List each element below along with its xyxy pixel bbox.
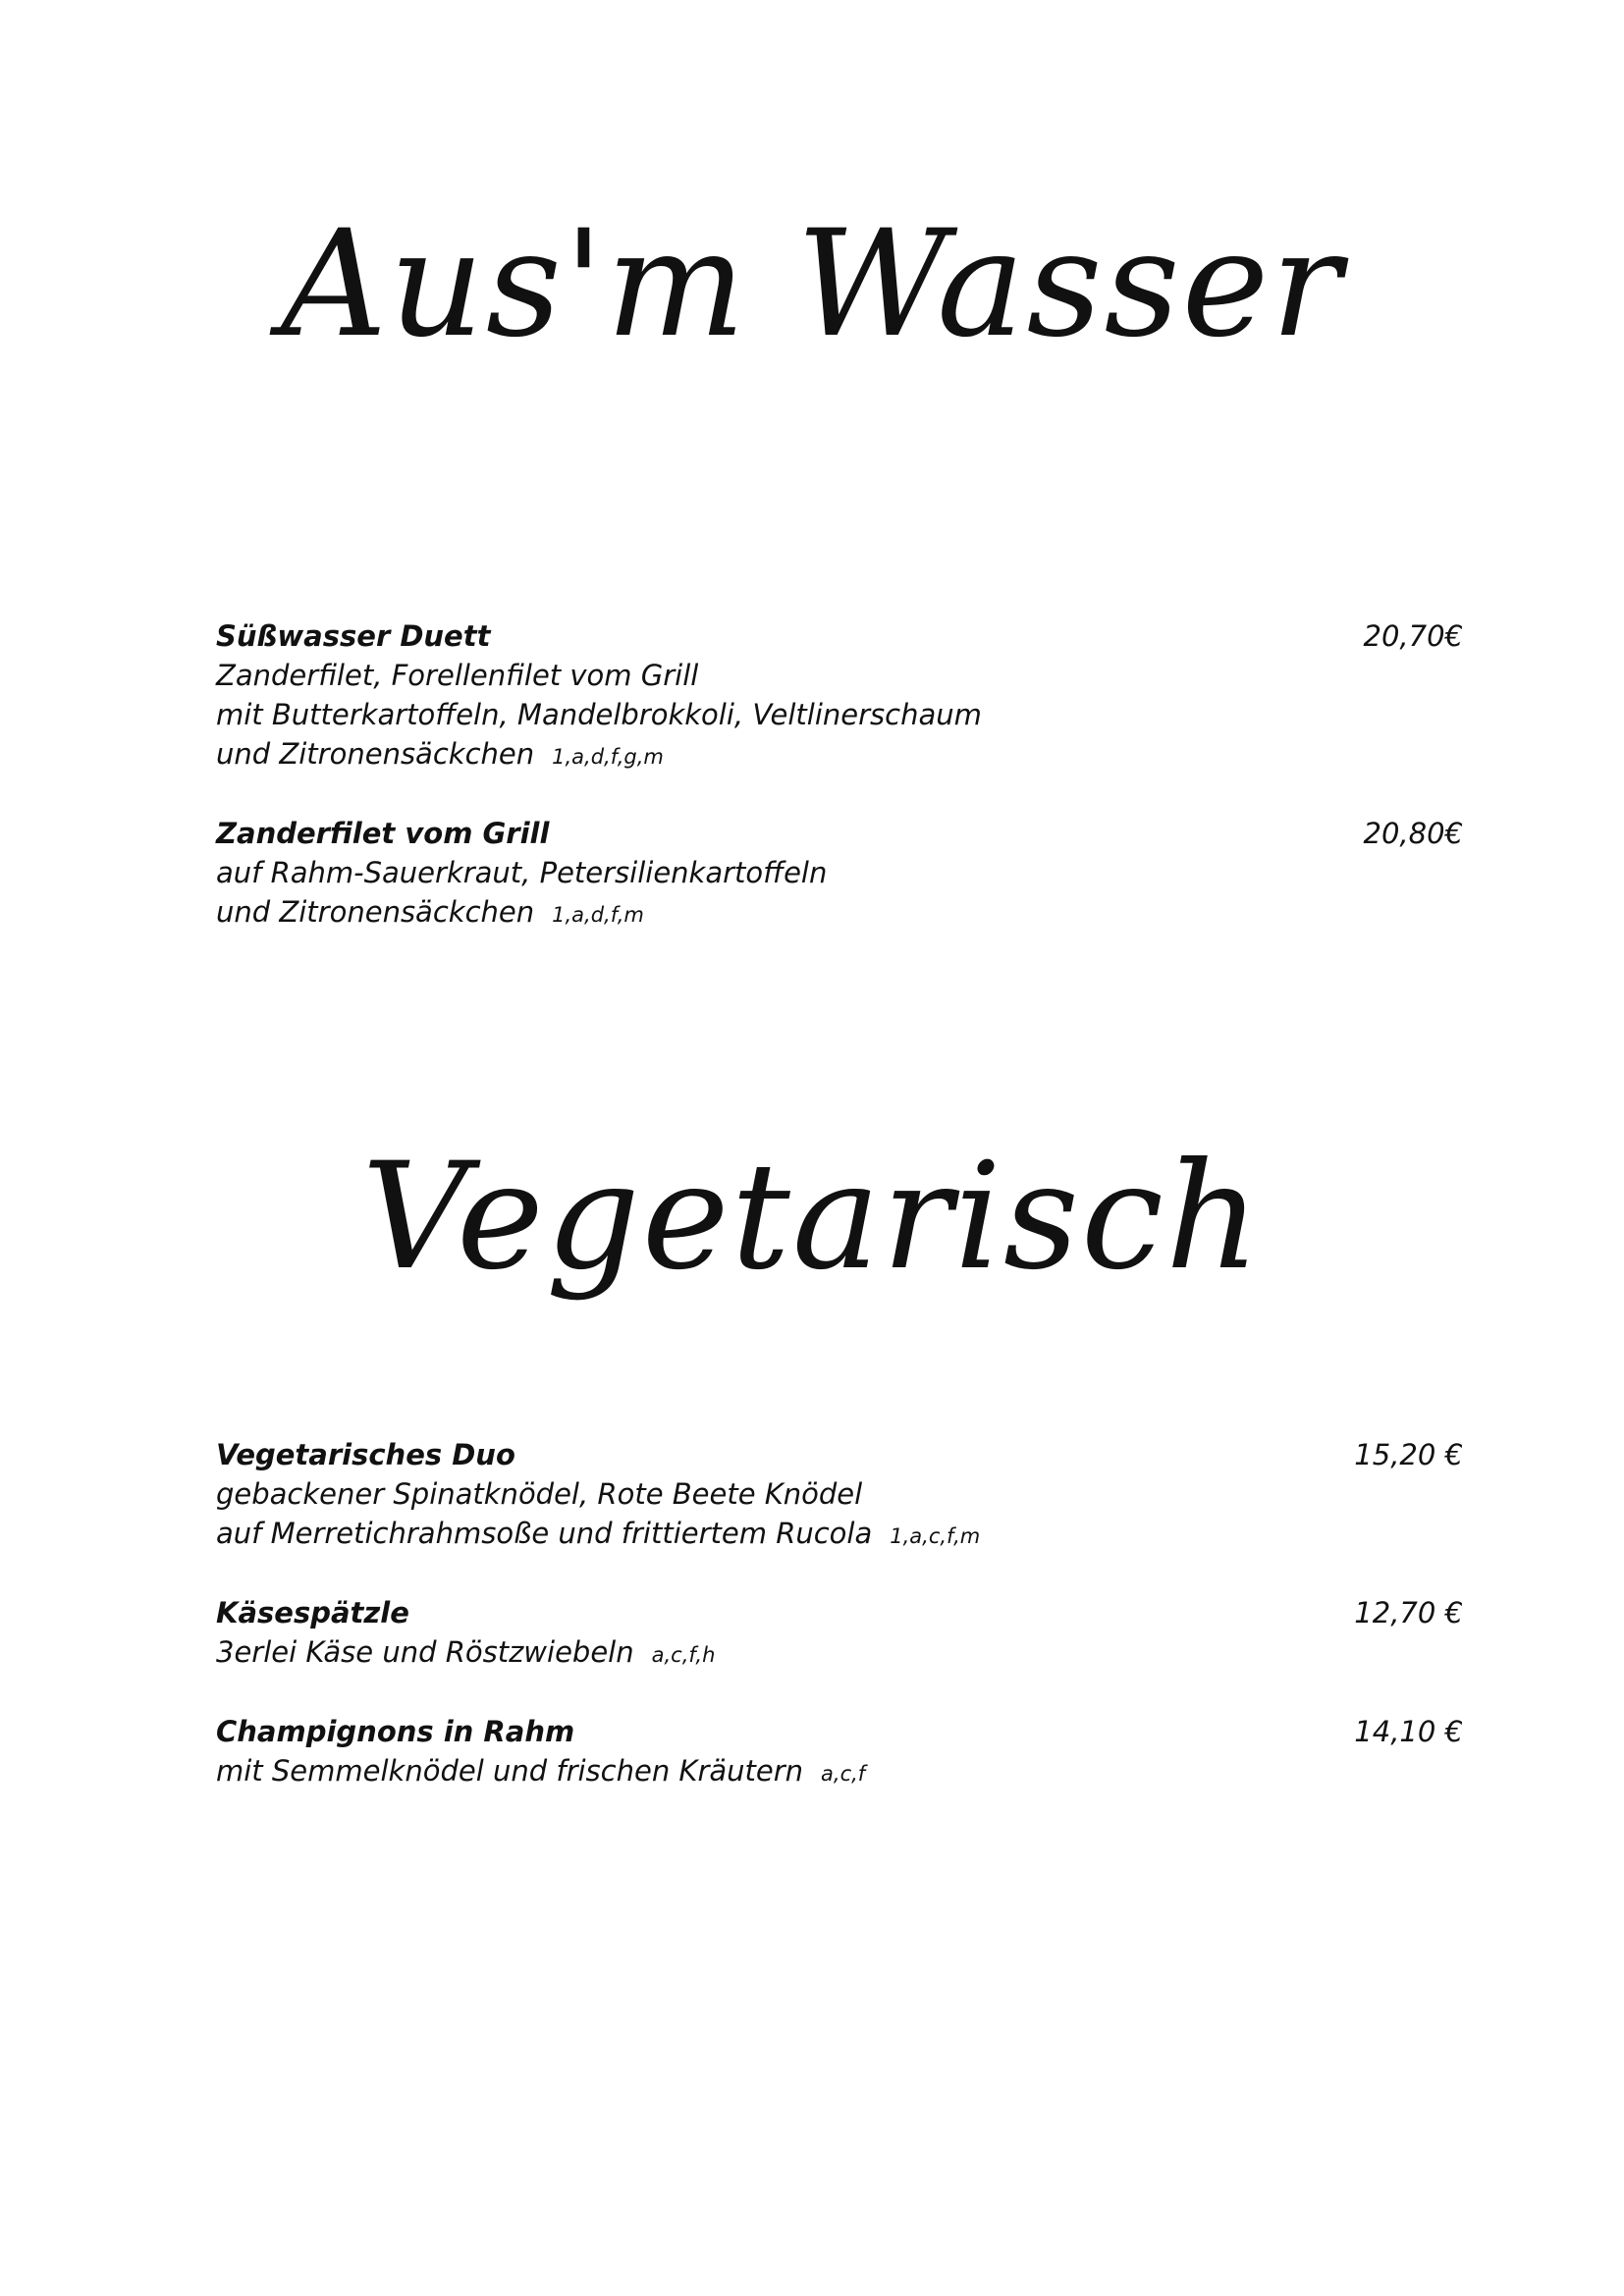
dish-description-text: auf Merretichrahmsoße und frittiertem Rucola: [216, 1517, 873, 1550]
dish-name: Käsespätzle: [216, 1596, 409, 1629]
dish-description-line: gebackener Spinatknödel, Rote Beete Knödel: [216, 1477, 863, 1511]
dish-price: 15,20 €: [1354, 1438, 1463, 1471]
menu-item: [216, 1593, 1463, 1675]
dish-description-line: [216, 1751, 1463, 1793]
menu-item: [216, 1712, 1463, 1793]
menu-item: [216, 814, 1463, 934]
section-title-vegetarisch: Vegetarisch: [361, 1132, 1263, 1303]
menu-item: [216, 1435, 1463, 1556]
dish-price: 14,10 €: [1354, 1715, 1463, 1748]
dish-name: Vegetarisches Duo: [216, 1438, 515, 1471]
dish-description-text: mit Semmelknödel und frischen Kräutern: [216, 1754, 804, 1788]
menu-item: [216, 616, 1463, 776]
dish-name: Champignons in Rahm: [216, 1715, 575, 1748]
dish-description-line: [216, 892, 1463, 934]
dish-description-text: und Zitronensäckchen: [216, 737, 535, 771]
allergen-codes: 1,a,d,f,g,m: [552, 745, 664, 769]
allergen-codes: a,c,f,h: [651, 1643, 716, 1667]
dish-name: Zanderfilet vom Grill: [216, 817, 550, 850]
dish-name: Süßwasser Duett: [216, 619, 491, 653]
allergen-codes: a,c,f: [821, 1762, 866, 1786]
allergen-codes: 1,a,d,f,m: [552, 903, 644, 927]
menu-section-aus-m-wasser: [216, 616, 1463, 972]
dish-description-line: [216, 734, 1463, 776]
dish-description-line: [216, 1514, 1463, 1556]
dish-description-text: 3erlei Käse und Röstzwiebeln: [216, 1635, 634, 1669]
allergen-codes: 1,a,c,f,m: [890, 1524, 981, 1548]
dish-description-line: Zanderfilet, Forellenfilet vom Grill: [216, 659, 699, 692]
dish-description-text: und Zitronensäckchen: [216, 895, 535, 929]
dish-price: 12,70 €: [1354, 1596, 1463, 1629]
dish-description-line: [216, 1632, 1463, 1675]
dish-description-line: mit Butterkartoffeln, Mandelbrokkoli, Veltlinerschaum: [216, 698, 982, 731]
dish-price: 20,80€: [1363, 817, 1463, 850]
section-title-aus-m-wasser: Aus'm Wasser: [280, 199, 1344, 370]
dish-price: 20,70€: [1363, 619, 1463, 653]
dish-description-line: auf Rahm-Sauerkraut, Petersilienkartoffeln: [216, 856, 828, 889]
menu-section-vegetarisch: [216, 1435, 1463, 1831]
